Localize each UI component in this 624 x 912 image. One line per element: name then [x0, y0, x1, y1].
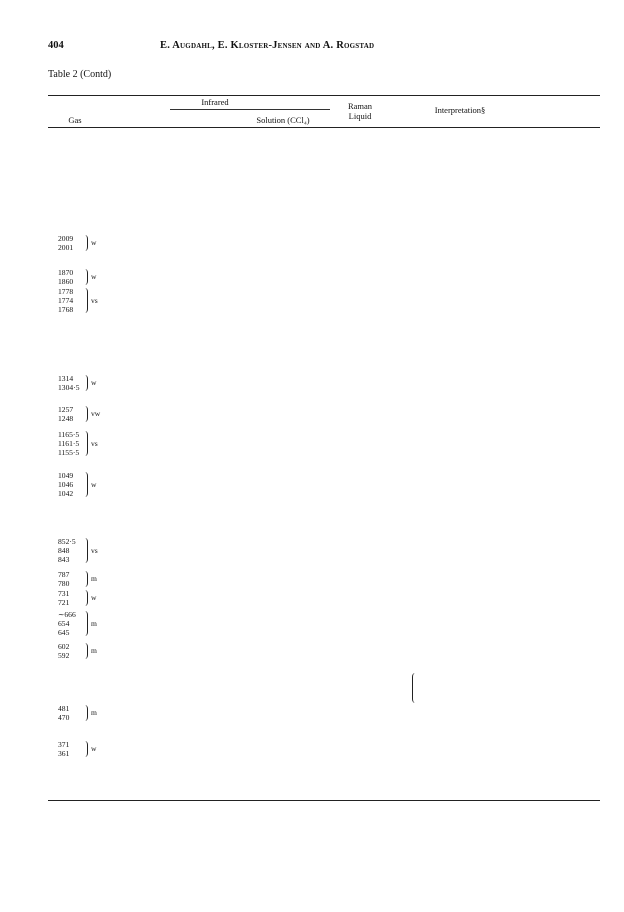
gas-cell: 2009 2001: [58, 233, 74, 252]
gas-intensity: vs: [91, 296, 98, 305]
running-title: E. Augdahl, E. Kloster-Jensen and A. Rogstad: [160, 40, 375, 51]
brace-mark: [84, 705, 88, 721]
header-bottom-rule: [48, 127, 600, 128]
gas-intensity: w: [91, 480, 97, 489]
page-number: 404: [48, 40, 64, 51]
gas-intensity: w: [91, 744, 97, 753]
header-infrared: Infrared: [201, 97, 229, 107]
infrared-underline: [170, 109, 330, 110]
gas-cell: 602 592: [58, 641, 70, 660]
brace-mark: [84, 611, 88, 636]
gas-cell: 1870 1860: [58, 267, 74, 286]
gas-cell: 1778 1774 1768: [58, 287, 74, 314]
brace-mark: [84, 375, 88, 391]
gas-cell: 371 361: [58, 739, 70, 758]
gas-cell: 1049 1046 1042: [58, 471, 74, 498]
header-liquid: Liquid: [348, 111, 372, 121]
brace-mark: [84, 269, 88, 285]
gas-intensity: w: [91, 272, 97, 281]
gas-intensity: vs: [91, 546, 98, 555]
gas-cell: ∼666 654 645: [58, 610, 76, 637]
brace-mark: [84, 643, 88, 659]
fermi-brace-mark: [412, 673, 416, 703]
table-top-rule: [48, 95, 600, 96]
gas-cell: 787 780: [58, 569, 70, 588]
gas-intensity: m: [91, 646, 97, 655]
brace-mark: [84, 406, 88, 422]
gas-intensity: vs: [91, 439, 98, 448]
brace-mark: [84, 538, 88, 563]
brace-mark: [84, 288, 88, 313]
brace-mark: [84, 590, 88, 606]
gas-intensity: w: [91, 238, 97, 247]
brace-mark: [84, 431, 88, 456]
brace-mark: [84, 472, 88, 497]
gas-cell: 1165·5 1161·5 1155·5: [58, 430, 80, 457]
header-solution: Solution (CCl₄): [256, 115, 310, 125]
brace-mark: [84, 571, 88, 587]
gas-intensity: m: [91, 574, 97, 583]
header-raman: Raman: [347, 101, 373, 111]
gas-cell: 481 470: [58, 703, 70, 722]
brace-mark: [84, 741, 88, 757]
gas-intensity: m: [91, 708, 97, 717]
brace-mark: [84, 235, 88, 251]
gas-cell: 731 721: [58, 588, 70, 607]
header-interpretation: Interpretation§: [434, 105, 486, 115]
gas-intensity: m: [91, 619, 97, 628]
header-gas: Gas: [68, 115, 82, 125]
gas-intensity: w: [91, 593, 97, 602]
gas-cell: 1257 1248: [58, 404, 74, 423]
table-bottom-rule: [48, 800, 600, 801]
gas-intensity: vw: [91, 409, 101, 418]
gas-cell: 1314 1304·5: [58, 373, 80, 392]
table-caption: Table 2 (Contd): [48, 69, 112, 80]
gas-cell: 852·5 848 843: [58, 537, 76, 564]
gas-intensity: w: [91, 378, 97, 387]
